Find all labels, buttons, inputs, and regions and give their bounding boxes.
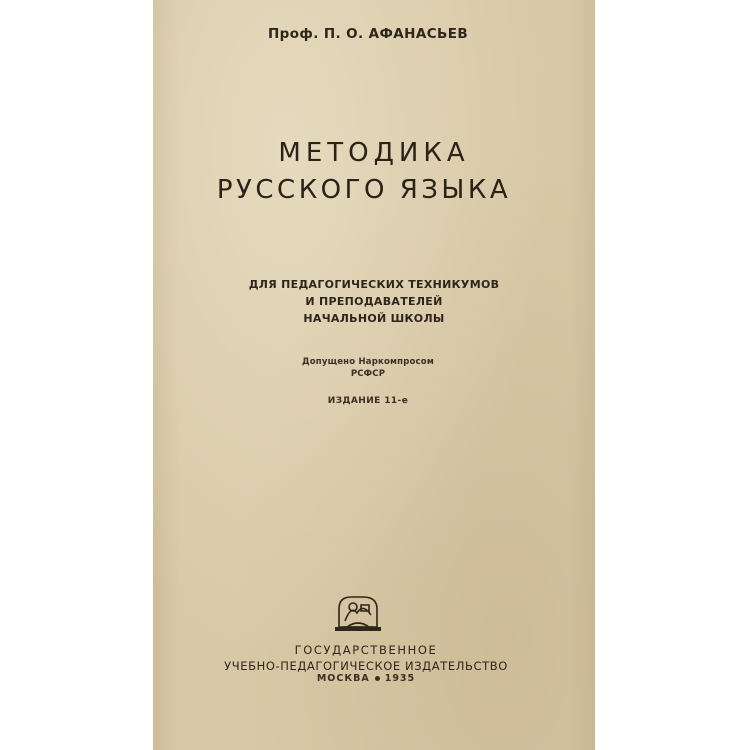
publisher-emblem-icon — [333, 591, 383, 633]
publisher-line-2: УЧЕБНО-ПЕДАГОГИЧЕСКОЕ ИЗДАТЕЛЬСТВО — [224, 659, 508, 673]
audience-line: НАЧАЛЬНОЙ ШКОЛЫ — [303, 312, 445, 325]
book-title-line-1: МЕТОДИКА — [278, 138, 470, 168]
approval-note — [147, 356, 589, 380]
title-page — [153, 0, 595, 750]
edition-label: ИЗДАНИЕ 11-е — [327, 396, 409, 406]
audience-line: ДЛЯ ПЕДАГОГИЧЕСКИХ ТЕХНИКУМОВ — [248, 278, 500, 291]
book-title-line-2: РУССКОГО ЯЗЫКА — [216, 175, 512, 205]
approval-line-2: РСФСР — [350, 369, 386, 379]
publisher-name — [145, 642, 587, 674]
audience-note — [153, 276, 595, 327]
publication-year: 1935 — [384, 673, 416, 684]
publisher-line-1: ГОСУДАРСТВЕННОЕ — [294, 643, 438, 657]
publication-city: МОСКВА — [316, 673, 370, 684]
imprint — [145, 673, 587, 684]
author-name: Проф. П. О. АФАНАСЬЕВ — [267, 26, 469, 42]
bullet-icon — [375, 676, 380, 681]
audience-line: И ПРЕПОДАВАТЕЛЕЙ — [305, 295, 443, 308]
approval-line-1: Допущено Наркомпросом — [302, 357, 434, 367]
